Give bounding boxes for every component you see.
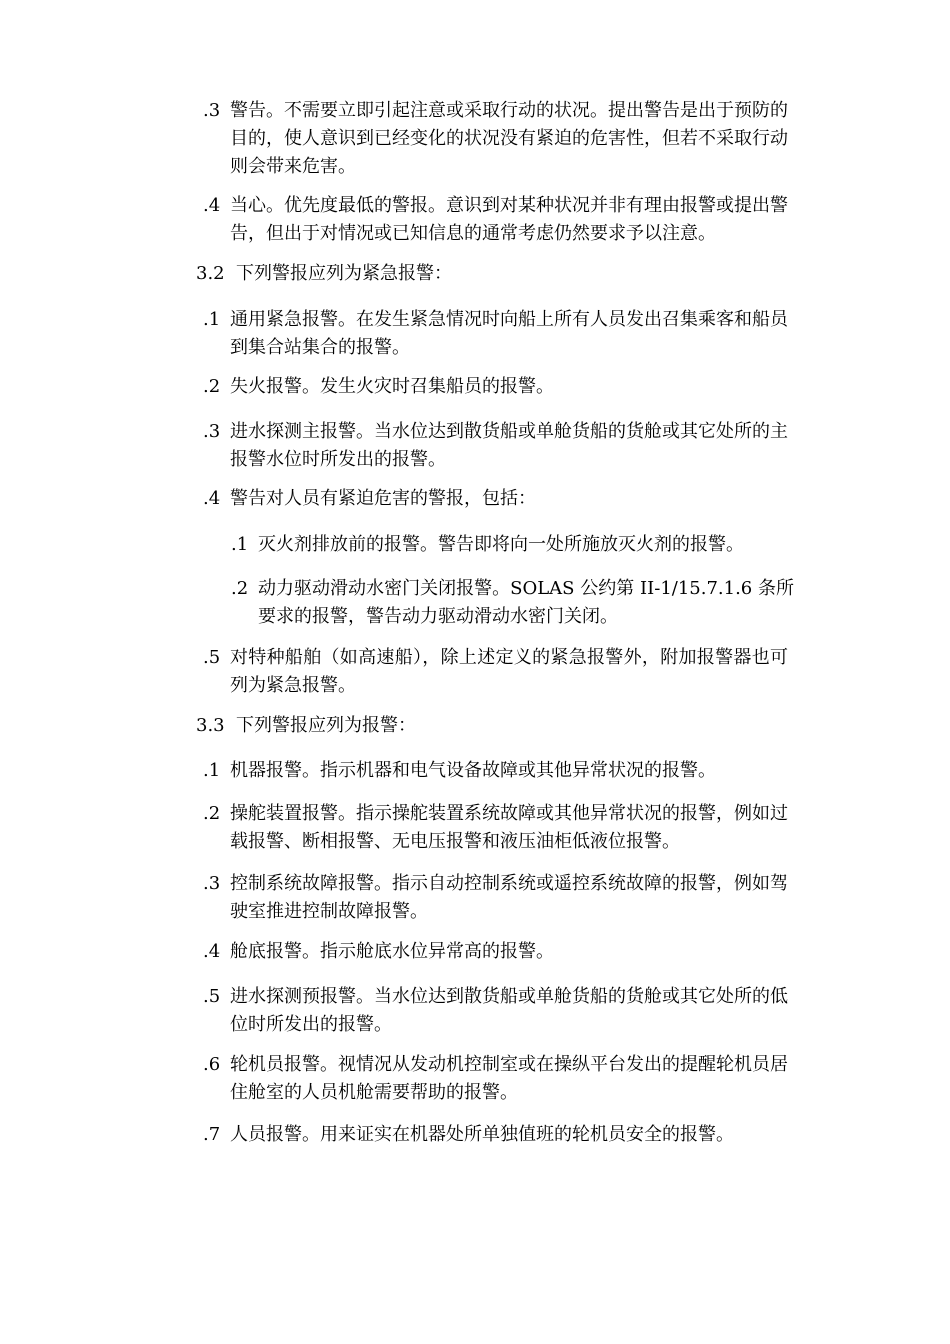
item-number: .2: [231, 578, 249, 599]
item-number: .4: [203, 941, 221, 962]
item-number: .1: [203, 309, 221, 330]
item-text: 操舵装置报警。指示操舵装置系统故障或其他异常状况的报警，例如过载报警、断相报警、无电压报警和液压油柜低液位报警。: [230, 803, 788, 852]
section-text: 下列警报应列为紧急报警：: [236, 263, 452, 284]
item-text: 对特种船舶（如高速船），除上述定义的紧急报警外，附加报警器也可列为紧急报警。: [230, 647, 788, 696]
item-text: 警告。不需要立即引起注意或采取行动的状况。提出警告是出于预防的目的，使人意识到已经变化的状况没有紧迫的危害性，但若不采取行动则会带来危害。: [230, 100, 788, 177]
item-text: 人员报警。用来证实在机器处所单独值班的轮机员安全的报警。: [230, 1124, 734, 1145]
item-text: 灭火剂排放前的报警。警告即将向一处所施放灭火剂的报警。: [258, 534, 744, 555]
item-text: 警告对人员有紧迫危害的警报，包括：: [230, 488, 536, 509]
item-number: .3: [203, 873, 221, 894]
section-number: 3.3: [196, 715, 225, 736]
item-number: .3: [203, 421, 221, 442]
item-text: 通用紧急报警。在发生紧急情况时向船上所有人员发出召集乘客和船员到集合站集合的报警。: [230, 309, 788, 358]
item-number: .3: [203, 100, 221, 121]
item-text: 机器报警。指示机器和电气设备故障或其他异常状况的报警。: [230, 760, 716, 781]
item-number: .5: [203, 647, 221, 668]
item-number: .2: [203, 803, 221, 824]
item-number: .7: [203, 1124, 221, 1145]
section-number: 3.2: [196, 263, 225, 284]
item-number: .4: [203, 488, 221, 509]
item-text: 当心。优先度最低的警报。意识到对某种状况并非有理由报警或提出警告，但出于对情况或已知信息的通常考虑仍然要求予以注意。: [230, 195, 788, 244]
item-text: 失火报警。发生火灾时召集船员的报警。: [230, 376, 554, 397]
item-text: 轮机员报警。视情况从发动机控制室或在操纵平台发出的提醒轮机员居住舱室的人员机舱需要帮助的报警。: [230, 1054, 788, 1103]
item-number: .4: [203, 195, 221, 216]
section-text: 下列警报应列为报警：: [236, 715, 416, 736]
item-text: 舱底报警。指示舱底水位异常高的报警。: [230, 941, 554, 962]
item-text: 动力驱动滑动水密门关闭报警。SOLAS 公约第 II-1/15.7.1.6 条所要求的报警，警告动力驱动滑动水密门关闭。: [258, 578, 794, 627]
item-number: .2: [203, 376, 221, 397]
item-text: 控制系统故障报警。指示自动控制系统或遥控系统故障的报警，例如驾驶室推进控制故障报警。: [230, 873, 788, 922]
item-number: .5: [203, 986, 221, 1007]
item-number: .1: [231, 534, 249, 555]
item-number: .1: [203, 760, 221, 781]
item-number: .6: [203, 1054, 221, 1075]
item-text: 进水探测主报警。当水位达到散货船或单舱货船的货舱或其它处所的主报警水位时所发出的报警。: [230, 421, 788, 470]
item-text: 进水探测预报警。当水位达到散货船或单舱货船的货舱或其它处所的低位时所发出的报警。: [230, 986, 788, 1035]
